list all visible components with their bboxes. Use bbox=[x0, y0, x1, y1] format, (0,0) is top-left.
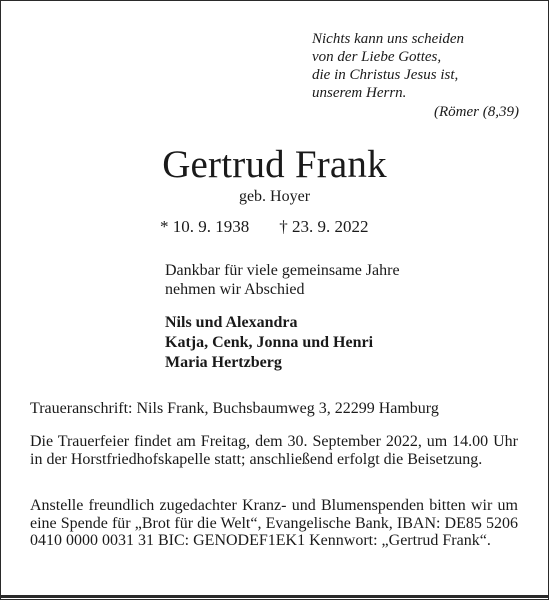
life-dates bbox=[160, 216, 369, 238]
birth-date: * 10. 9. 1938 bbox=[160, 217, 250, 236]
quote-line: von der Liebe Gottes, bbox=[312, 49, 442, 65]
thanks-text bbox=[165, 261, 400, 299]
quote-line: unserem Herrn. bbox=[312, 85, 407, 101]
birth-name: geb. Hoyer bbox=[238, 188, 311, 205]
mourner-name: Maria Hertzberg bbox=[165, 354, 282, 371]
mourning-address: Traueranschrift: Nils Frank, Buchsbaumweg 3, 22299 Hamburg bbox=[30, 400, 439, 417]
quote-source: (Römer (8,39) bbox=[434, 104, 519, 120]
mourners-list bbox=[165, 313, 373, 373]
bible-quote bbox=[312, 30, 522, 102]
donation-info: Anstelle freundlich zugedachter Kranz- und Blumenspenden bitten wir um eine Spende für „Brot für die Welt“, Evangelische Bank, IBAN: DE85 5206 0410 0000 0031 31 BIC: GENODEF1EK1 Kennwort: „Gertrud Frank“. bbox=[30, 497, 518, 549]
deceased-name: Gertrud Frank bbox=[162, 143, 387, 186]
quote-line: Nichts kann uns scheiden bbox=[312, 31, 465, 47]
funeral-info: Die Trauerfeier findet am Freitag, dem 30. September 2022, um 14.00 Uhr in der Horstfriedhofskapelle statt; anschließend erfolgt die Beisetzung. bbox=[30, 433, 518, 468]
bottom-rule bbox=[0, 595, 549, 598]
mourner-name: Nils und Alexandra bbox=[165, 314, 298, 331]
thanks-line: Dankbar für viele gemeinsame Jahre bbox=[165, 262, 400, 279]
quote-line: die in Christus Jesus ist, bbox=[312, 67, 459, 83]
mourner-name: Katja, Cenk, Jonna und Henri bbox=[165, 334, 374, 351]
thanks-line: nehmen wir Abschied bbox=[165, 281, 305, 298]
death-date: † 23. 9. 2022 bbox=[279, 217, 369, 236]
